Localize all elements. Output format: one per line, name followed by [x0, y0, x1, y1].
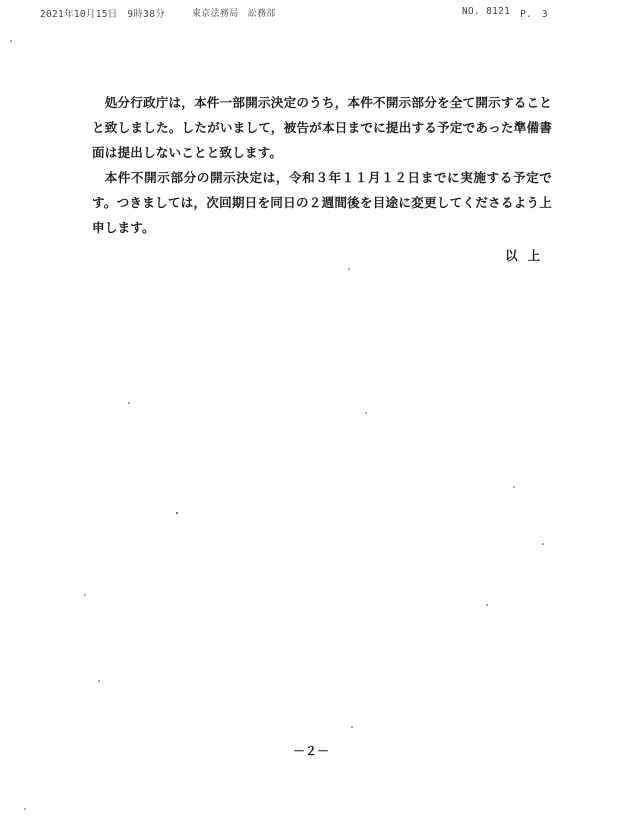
- fax-datetime: 2021年10月15日 9時38分: [40, 9, 166, 20]
- scan-speck: [513, 486, 515, 488]
- paragraph-2: 本件不開示部分の開示決定は，令和３年１１月１２日までに実施する予定です。つきましては，次回期日を同日の２週間後を目途に変更してくださるよう上申します。: [92, 170, 552, 235]
- scan-speck: [24, 808, 26, 810]
- fax-header: [0, 6, 622, 20]
- scan-speck: [10, 40, 12, 42]
- closing-remark: 以上: [505, 248, 551, 263]
- fax-sender: 東京法務局 訟務部: [192, 9, 276, 19]
- fax-number: NO. 8121: [462, 6, 511, 17]
- scan-speck: [365, 412, 367, 414]
- scan-speck: [486, 604, 488, 606]
- scan-speck: [348, 268, 350, 270]
- scan-speck: [542, 543, 544, 545]
- scan-speck: [128, 402, 130, 404]
- scan-speck: [98, 680, 100, 682]
- page-number: －２－: [292, 744, 329, 758]
- document-body: [92, 90, 552, 240]
- scan-speck: [351, 726, 353, 728]
- paragraph-1: 処分行政庁は，本件一部開示決定のうち，本件不開示部分を全て開示することと致しました。したがいまして，被告が本日までに提出する予定であった準備書面は提出しないことと致します。: [92, 95, 552, 160]
- scan-speck: [176, 512, 178, 514]
- fax-page: P. 3: [520, 9, 548, 20]
- scan-speck: [84, 594, 86, 596]
